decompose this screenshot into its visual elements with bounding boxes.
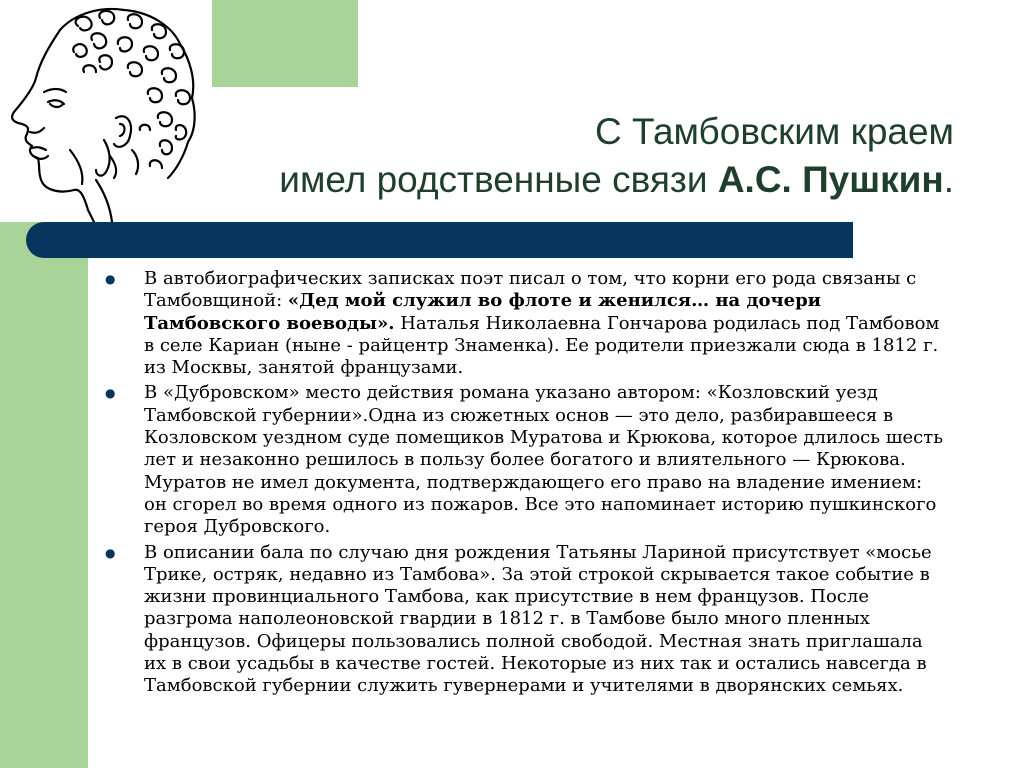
bullet-icon: ● bbox=[105, 272, 116, 286]
title-line-1: С Тамбовским краем bbox=[595, 111, 954, 152]
slide-title bbox=[279, 108, 954, 204]
paragraph-text: В описании бала по случаю дня рождения Татьяны Лариной присутствует «мосье Трике, остряк, недавно из Тамбова». За этой строкой скрывается такое событие в жизни провинциального Тамбова, как присутствие в нем французов. После разгрома наполеоновской гвардии в 1812 г. в Тамбове было много пленных французов. Офицеры пользовались полной свободой. Местная знать приглашала их в свои усадьбы в качестве гостей. Некоторые из них так и остались навсегда в Тамбовской губернии служить гувернерами и учителями в дворянских семьях. bbox=[144, 541, 932, 697]
slide-body bbox=[105, 268, 950, 701]
paragraph-text-continued: Наталья Николаевна Гончарова родилась под Тамбовом в селе Кариан (ныне - райцентр Знаменка). Ее родители приезжали сюда в 1812 г. из Москвы, занятой французами. bbox=[144, 312, 940, 379]
bullet-item-1 bbox=[105, 268, 950, 379]
title-author-name: А.С. Пушкин bbox=[717, 159, 944, 200]
paragraph-text: В автобиографических записках поэт писал о том, что корни его рода связаны с Тамбовщиной: bbox=[144, 268, 917, 312]
navy-divider-band bbox=[26, 222, 853, 258]
pushkin-portrait-sketch bbox=[0, 0, 212, 222]
title-line-2-suffix: . bbox=[943, 159, 954, 200]
paragraph-text: В «Дубровском» место действия романа указано автором: «Козловский уезд Тамбовской губернии».Одна из сюжетных основ — это дело, разбиравшееся в Козловском уездном суде помещиков Муратова и Крюкова, которое длилось шесть лет и незаконно решилось в пользу более богатого и влиятельного — Крюкова. Муратов не имел документа, подтверждающего его право на владение имением: он сгорел во время одного из пожаров. Все это напоминает историю пушкинского героя Дубровского. bbox=[144, 382, 943, 538]
bullet-item-3 bbox=[105, 542, 950, 698]
title-line-2-prefix: имел родственные связи bbox=[279, 159, 718, 200]
title-line-2 bbox=[279, 156, 954, 204]
bullet-item-2 bbox=[105, 382, 950, 538]
paragraph-quote: «Дед мой служил во флоте и женился… на дочери Тамбовского воеводы». bbox=[144, 290, 822, 334]
green-top-decoration bbox=[212, 0, 358, 87]
bullet-icon: ● bbox=[105, 386, 116, 401]
bullet-icon: ● bbox=[105, 545, 116, 560]
